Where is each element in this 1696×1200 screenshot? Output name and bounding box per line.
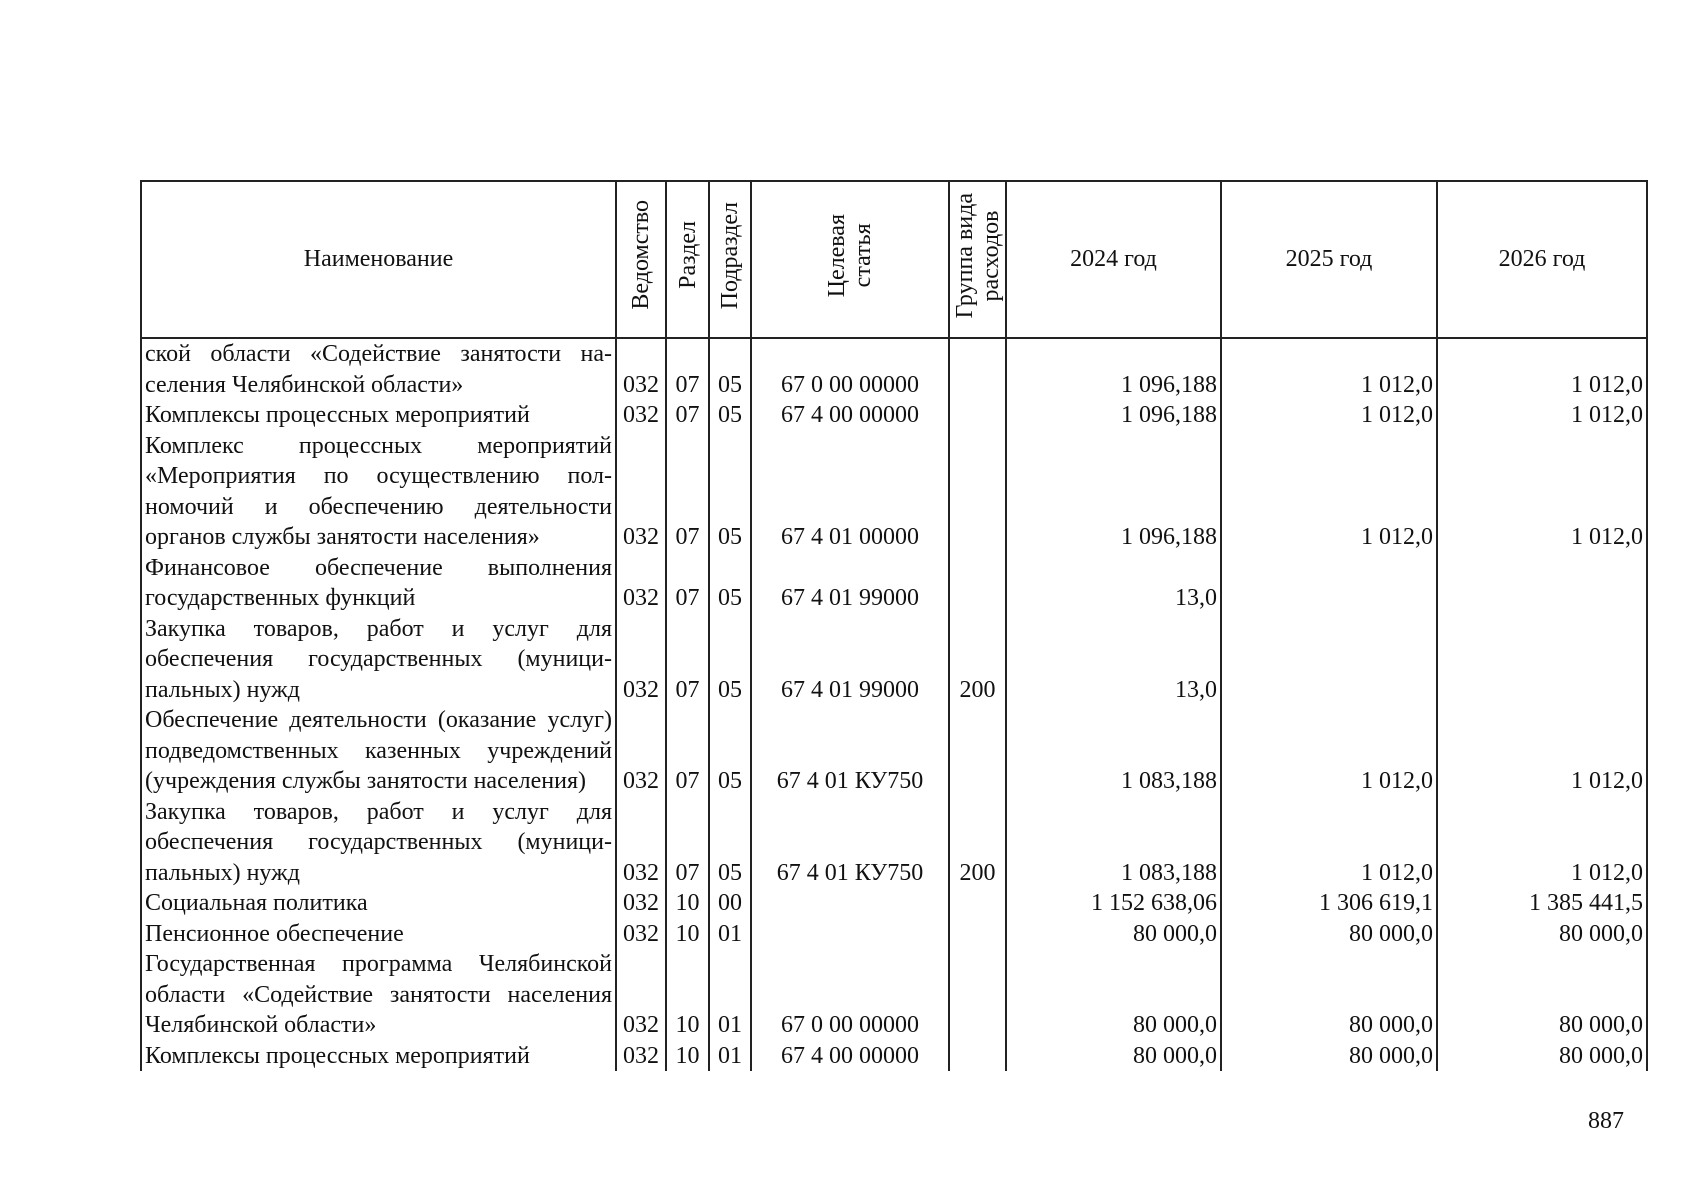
cell-razdel: 07 xyxy=(666,614,709,706)
cell-gruppa-vida xyxy=(949,705,1006,797)
table-row xyxy=(141,919,1647,950)
cell-podrazdel: 05 xyxy=(709,400,751,431)
table-row xyxy=(141,400,1647,431)
cell-2025: 1 012,0 xyxy=(1221,705,1437,797)
cell-gruppa-vida xyxy=(949,1041,1006,1072)
cell-podrazdel: 01 xyxy=(709,949,751,1041)
cell-2024: 1 096,188 xyxy=(1006,338,1221,400)
cell-podrazdel: 05 xyxy=(709,705,751,797)
cell-razdel: 07 xyxy=(666,797,709,889)
cell-vedomstvo: 032 xyxy=(616,614,666,706)
header-name: Наименование xyxy=(141,181,616,338)
cell-celevaya-statya: 67 4 00 00000 xyxy=(751,400,949,431)
cell-2024: 1 083,188 xyxy=(1006,797,1221,889)
cell-vedomstvo: 032 xyxy=(616,431,666,553)
cell-celevaya-statya xyxy=(751,888,949,919)
cell-vedomstvo: 032 xyxy=(616,338,666,400)
cell-name: ской области «Содействие занятости населения Челябинской области» xyxy=(141,338,616,400)
cell-podrazdel: 05 xyxy=(709,431,751,553)
cell-gruppa-vida xyxy=(949,919,1006,950)
table-row xyxy=(141,1041,1647,1072)
cell-2026: 1 012,0 xyxy=(1437,431,1647,553)
budget-table xyxy=(140,180,1648,1071)
cell-gruppa-vida xyxy=(949,338,1006,400)
cell-podrazdel: 05 xyxy=(709,797,751,889)
cell-razdel: 07 xyxy=(666,338,709,400)
cell-razdel: 07 xyxy=(666,553,709,614)
cell-2024: 80 000,0 xyxy=(1006,949,1221,1041)
cell-razdel: 10 xyxy=(666,888,709,919)
cell-razdel: 07 xyxy=(666,705,709,797)
cell-name: Комплексы процессных мероприятий xyxy=(141,1041,616,1072)
cell-2024: 13,0 xyxy=(1006,553,1221,614)
header-celevaya-statya xyxy=(751,181,949,338)
header-celevaya-line2: статья xyxy=(850,223,876,288)
cell-name: Закупка товаров, работ и услуг для обеспечения государственных (муниципальных) нужд xyxy=(141,614,616,706)
cell-razdel: 10 xyxy=(666,949,709,1041)
cell-2026: 1 012,0 xyxy=(1437,705,1647,797)
cell-celevaya-statya: 67 4 01 99000 xyxy=(751,553,949,614)
cell-2026: 80 000,0 xyxy=(1437,949,1647,1041)
cell-podrazdel: 05 xyxy=(709,338,751,400)
cell-2024: 80 000,0 xyxy=(1006,1041,1221,1072)
cell-name: Пенсионное обеспечение xyxy=(141,919,616,950)
header-2026: 2026 год xyxy=(1437,181,1647,338)
header-podrazdel-label: Подраздел xyxy=(717,201,743,309)
cell-2025: 80 000,0 xyxy=(1221,949,1437,1041)
cell-gruppa-vida xyxy=(949,400,1006,431)
header-vedomstvo-label: Ведомство xyxy=(628,200,654,311)
cell-name: Комплексы процессных мероприятий xyxy=(141,400,616,431)
header-razdel xyxy=(666,181,709,338)
header-gruppa-line2: расходов xyxy=(977,209,1004,301)
cell-gruppa-vida xyxy=(949,888,1006,919)
cell-2025 xyxy=(1221,614,1437,706)
cell-vedomstvo: 032 xyxy=(616,949,666,1041)
table-row xyxy=(141,431,1647,553)
header-vedomstvo xyxy=(616,181,666,338)
cell-vedomstvo: 032 xyxy=(616,400,666,431)
cell-podrazdel: 05 xyxy=(709,614,751,706)
header-podrazdel xyxy=(709,181,751,338)
cell-2024: 1 083,188 xyxy=(1006,705,1221,797)
cell-name: Государственная программа Челябинской области «Содействие занятости населения Челябинской области» xyxy=(141,949,616,1041)
cell-2024: 80 000,0 xyxy=(1006,919,1221,950)
table-row xyxy=(141,614,1647,706)
cell-gruppa-vida xyxy=(949,553,1006,614)
table-row xyxy=(141,949,1647,1041)
cell-vedomstvo: 032 xyxy=(616,919,666,950)
cell-name: Финансовое обеспечение выполнения государственных функций xyxy=(141,553,616,614)
cell-razdel: 10 xyxy=(666,919,709,950)
cell-name: Комплекс процессных мероприятий «Мероприятия по осуществлению полномочий и обеспечению деятельности органов службы занятости населения» xyxy=(141,431,616,553)
cell-razdel: 07 xyxy=(666,431,709,553)
header-2024: 2024 год xyxy=(1006,181,1221,338)
cell-2026 xyxy=(1437,614,1647,706)
cell-2025: 80 000,0 xyxy=(1221,919,1437,950)
cell-2025: 1 012,0 xyxy=(1221,338,1437,400)
cell-2025 xyxy=(1221,553,1437,614)
cell-2026: 1 385 441,5 xyxy=(1437,888,1647,919)
cell-podrazdel: 01 xyxy=(709,919,751,950)
table-header xyxy=(141,181,1647,338)
cell-2025: 1 012,0 xyxy=(1221,797,1437,889)
cell-gruppa-vida xyxy=(949,949,1006,1041)
cell-gruppa-vida: 200 xyxy=(949,797,1006,889)
cell-podrazdel: 01 xyxy=(709,1041,751,1072)
header-2025: 2025 год xyxy=(1221,181,1437,338)
cell-vedomstvo: 032 xyxy=(616,797,666,889)
cell-razdel: 07 xyxy=(666,400,709,431)
cell-gruppa-vida xyxy=(949,431,1006,553)
header-celevaya-line1: Целевая xyxy=(824,213,850,297)
header-gruppa-vida xyxy=(949,181,1006,338)
cell-2026: 80 000,0 xyxy=(1437,919,1647,950)
cell-celevaya-statya: 67 0 00 00000 xyxy=(751,949,949,1041)
cell-celevaya-statya xyxy=(751,919,949,950)
budget-sheet xyxy=(140,180,1646,1071)
cell-name: Обеспечение деятельности (оказание услуг) подведомственных казенных учреждений (учреждения службы занятости населения) xyxy=(141,705,616,797)
header-celevaya-label xyxy=(824,214,876,297)
cell-2026 xyxy=(1437,553,1647,614)
cell-celevaya-statya: 67 4 01 КУ750 xyxy=(751,705,949,797)
cell-vedomstvo: 032 xyxy=(616,1041,666,1072)
cell-podrazdel: 05 xyxy=(709,553,751,614)
cell-2026: 80 000,0 xyxy=(1437,1041,1647,1072)
table-row xyxy=(141,888,1647,919)
cell-vedomstvo: 032 xyxy=(616,553,666,614)
cell-2026: 1 012,0 xyxy=(1437,400,1647,431)
cell-2024: 1 096,188 xyxy=(1006,400,1221,431)
cell-2025: 80 000,0 xyxy=(1221,1041,1437,1072)
cell-celevaya-statya: 67 0 00 00000 xyxy=(751,338,949,400)
header-gruppa-label xyxy=(952,193,1004,318)
cell-name: Социальная политика xyxy=(141,888,616,919)
cell-vedomstvo: 032 xyxy=(616,705,666,797)
table-body xyxy=(141,338,1647,1071)
page-number: 887 xyxy=(1588,1108,1624,1134)
table-row xyxy=(141,705,1647,797)
cell-celevaya-statya: 67 4 00 00000 xyxy=(751,1041,949,1072)
cell-2025: 1 306 619,1 xyxy=(1221,888,1437,919)
header-razdel-label: Раздел xyxy=(674,221,701,290)
table-row xyxy=(141,797,1647,889)
table-row xyxy=(141,553,1647,614)
cell-celevaya-statya: 67 4 01 00000 xyxy=(751,431,949,553)
cell-2025: 1 012,0 xyxy=(1221,400,1437,431)
cell-2026: 1 012,0 xyxy=(1437,338,1647,400)
cell-2024: 1 096,188 xyxy=(1006,431,1221,553)
cell-celevaya-statya: 67 4 01 КУ750 xyxy=(751,797,949,889)
cell-gruppa-vida: 200 xyxy=(949,614,1006,706)
cell-name: Закупка товаров, работ и услуг для обеспечения государственных (муниципальных) нужд xyxy=(141,797,616,889)
table-row xyxy=(141,338,1647,400)
cell-podrazdel: 00 xyxy=(709,888,751,919)
cell-2026: 1 012,0 xyxy=(1437,797,1647,889)
cell-razdel: 10 xyxy=(666,1041,709,1072)
cell-2025: 1 012,0 xyxy=(1221,431,1437,553)
header-gruppa-line1: Группа вида xyxy=(951,192,978,318)
cell-2024: 13,0 xyxy=(1006,614,1221,706)
cell-celevaya-statya: 67 4 01 99000 xyxy=(751,614,949,706)
cell-2024: 1 152 638,06 xyxy=(1006,888,1221,919)
cell-vedomstvo: 032 xyxy=(616,888,666,919)
